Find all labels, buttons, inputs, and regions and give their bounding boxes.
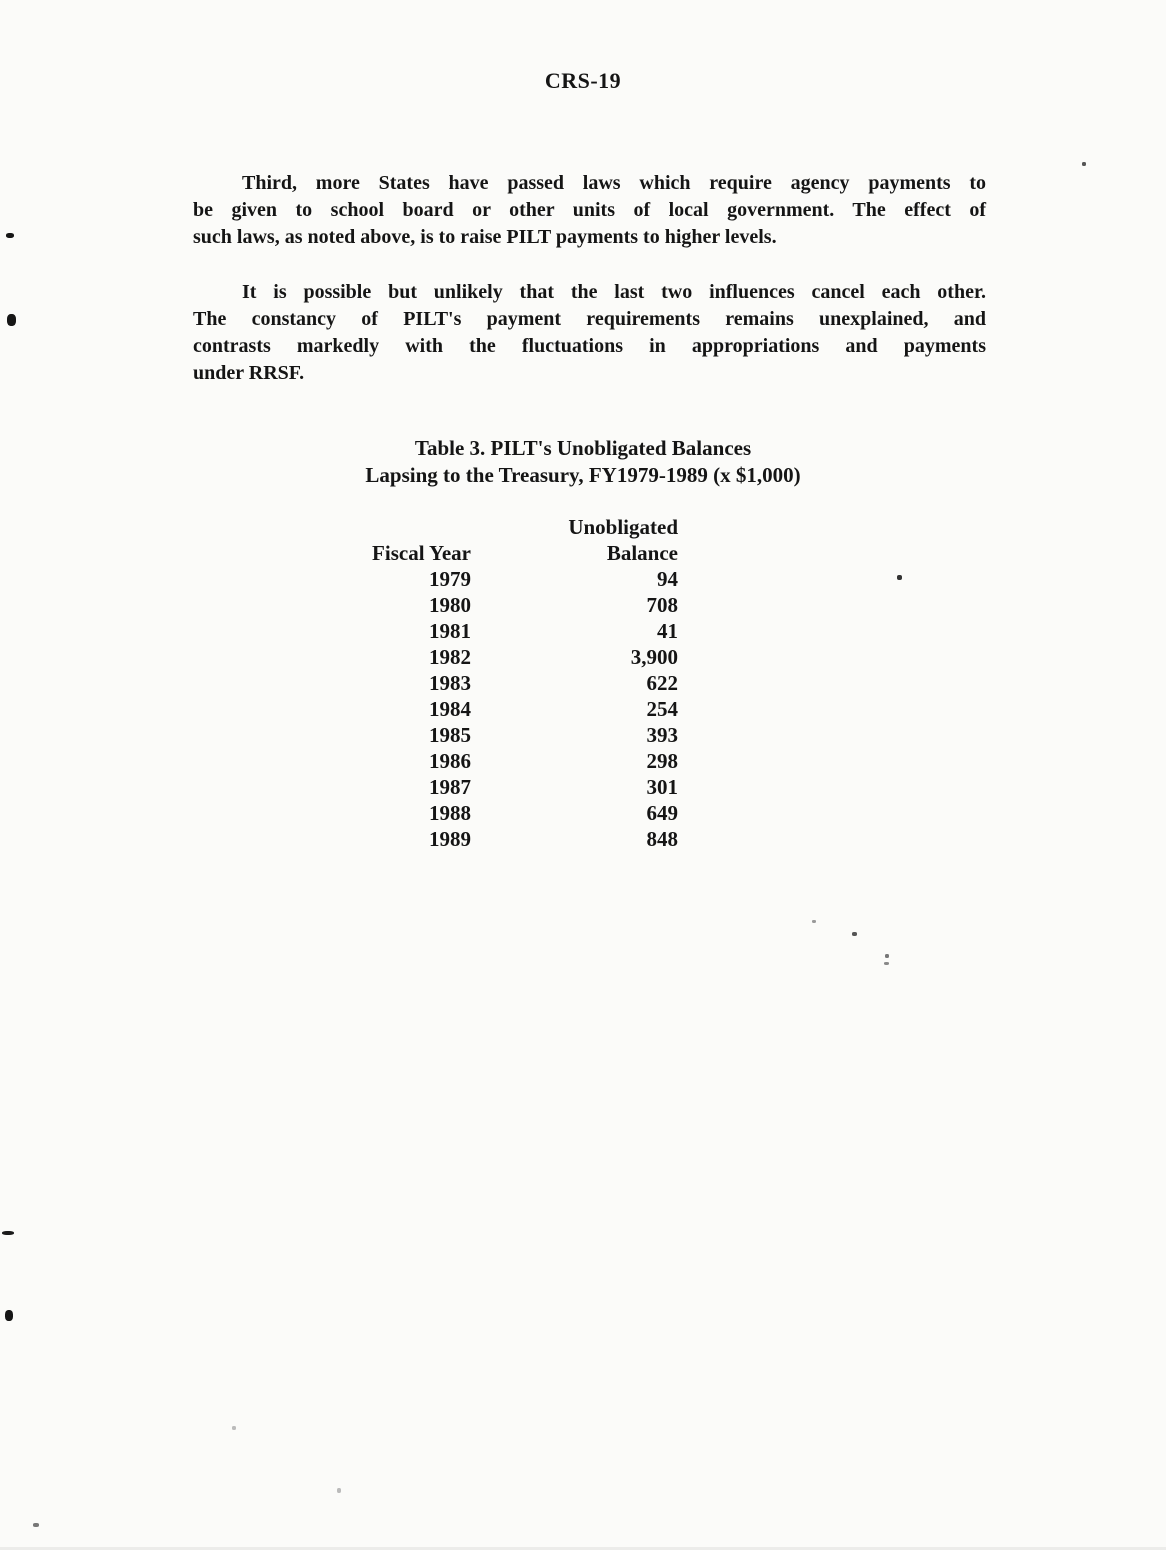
- scan-speck: [884, 962, 889, 965]
- fiscal-year-cell: 1983: [429, 671, 471, 695]
- col2-header-line1: Unobligated: [568, 515, 678, 539]
- scan-speck: [33, 1523, 39, 1527]
- text-line: contrasts markedly with the fluctuations in appropriations and payments: [193, 335, 986, 357]
- scan-speck: [7, 314, 16, 326]
- table-row: [341, 748, 678, 774]
- balance-cell: 298: [646, 749, 678, 773]
- data-table: [341, 514, 678, 852]
- scan-speck: [1082, 162, 1086, 166]
- fiscal-year-cell: 1987: [429, 775, 471, 799]
- scan-speck: [2, 1231, 14, 1235]
- col1-header: Fiscal Year: [372, 541, 471, 565]
- scan-speck: [5, 1310, 13, 1321]
- table-row: [341, 774, 678, 800]
- balance-cell: 41: [657, 619, 678, 643]
- table-row: [341, 800, 678, 826]
- table-title: [0, 435, 1166, 489]
- table-row: [341, 618, 678, 644]
- scan-speck: [337, 1488, 341, 1493]
- balance-cell: 301: [646, 775, 678, 799]
- fiscal-year-cell: 1980: [429, 593, 471, 617]
- fiscal-year-cell: 1981: [429, 619, 471, 643]
- table-row: [341, 566, 678, 592]
- table-row: [341, 592, 678, 618]
- text-line: The constancy of PILT's payment requirements remains unexplained, and: [193, 308, 986, 330]
- balance-cell: 94: [657, 567, 678, 591]
- table-row: [341, 670, 678, 696]
- table-header-row-2: [341, 540, 678, 566]
- balance-cell: 848: [646, 827, 678, 851]
- scan-speck: [885, 954, 889, 958]
- text-line: Third, more States have passed laws which require agency payments to: [242, 172, 986, 194]
- empty-header-cell: [341, 514, 471, 540]
- table-title-line2: Lapsing to the Treasury, FY1979-1989 (x $1,000): [365, 463, 801, 487]
- table-title-line1: Table 3. PILT's Unobligated Balances: [414, 436, 752, 460]
- balance-cell: 622: [646, 671, 678, 695]
- scan-speck: [232, 1426, 236, 1430]
- fiscal-year-cell: 1985: [429, 723, 471, 747]
- fiscal-year-cell: 1984: [429, 697, 471, 721]
- fiscal-year-cell: 1986: [429, 749, 471, 773]
- balance-cell: 649: [646, 801, 678, 825]
- scan-speck: [897, 575, 902, 580]
- text-line: such laws, as noted above, is to raise PILT payments to higher levels.: [193, 226, 777, 248]
- table-row: [341, 722, 678, 748]
- text-line: be given to school board or other units of local government. The effect of: [193, 199, 986, 221]
- fiscal-year-cell: 1979: [429, 567, 471, 591]
- balance-cell: 254: [646, 697, 678, 721]
- fiscal-year-cell: 1982: [429, 645, 471, 669]
- table-row: [341, 696, 678, 722]
- paragraph-2: [193, 279, 986, 387]
- table-row: [341, 644, 678, 670]
- paragraph-1: [193, 170, 986, 251]
- balance-cell: 393: [646, 723, 678, 747]
- fiscal-year-cell: 1988: [429, 801, 471, 825]
- text-line: under RRSF.: [193, 362, 305, 384]
- text-line: It is possible but unlikely that the last two influences cancel each other.: [242, 281, 986, 303]
- scan-speck: [6, 233, 14, 238]
- balance-cell: 708: [646, 593, 678, 617]
- scan-speck: [812, 920, 816, 923]
- table-row: [341, 826, 678, 852]
- balance-cell: 3,900: [630, 645, 678, 669]
- fiscal-year-cell: 1989: [429, 827, 471, 851]
- table-body: [341, 566, 678, 852]
- page-number: CRS-19: [544, 68, 622, 93]
- table-header-row-1: [341, 514, 678, 540]
- col2-header-line2: Balance: [606, 541, 678, 565]
- scan-speck: [852, 932, 857, 936]
